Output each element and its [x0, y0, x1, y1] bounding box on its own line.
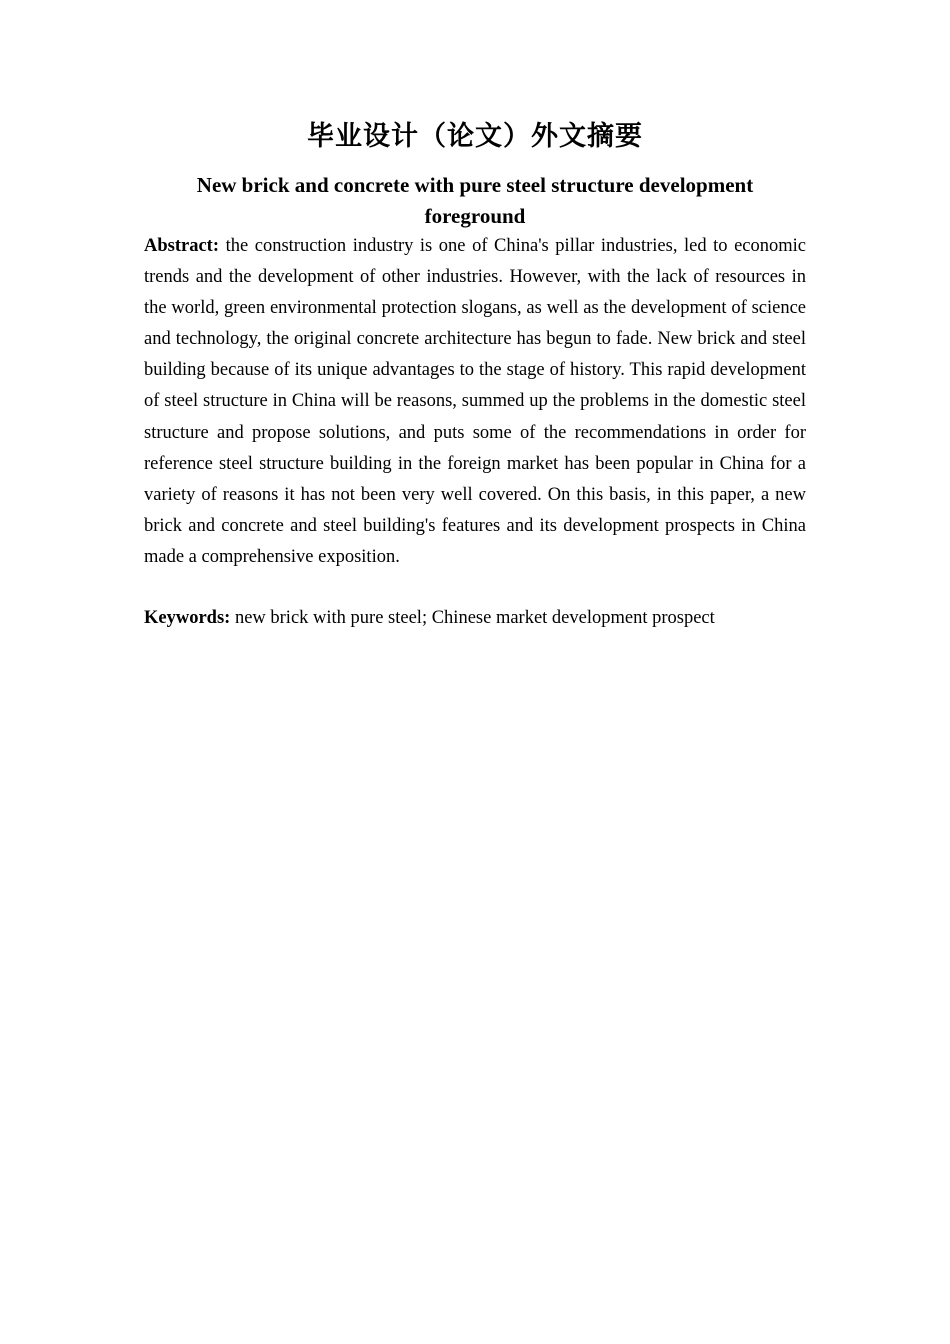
keywords-label: Keywords: [144, 608, 231, 628]
abstract-label: Abstract: [144, 236, 220, 256]
abstract-paragraph [144, 231, 806, 573]
keywords-paragraph [144, 603, 806, 634]
keywords-text: new brick with pure steel; Chinese market development prospect [234, 608, 715, 628]
abstract-text: the construction industry is one of China's pillar industries, led to economic trends and the development of other industries. However, with the lack of resources in the world, green environmental protection slogans, as well as the development of science and technology, the original concrete architecture has begun to fade. New brick and steel building because of its unique advantages to the stage of history. This rapid development of steel structure in China will be reasons, summed up the problems in the domestic steel structure and propose solutions, and puts some of the recommendations in order for reference steel structure building in the foreign market has been popular in China for a variety of reasons it has not been very well covered. On this basis, in this paper, a new brick and concrete and steel building's features and its development prospects in China made a comprehensive exposition. [144, 236, 807, 567]
english-title: New brick and concrete with pure steel structure development foreground [196, 173, 754, 228]
chinese-title: 毕业设计（论文）外文摘要 [307, 121, 643, 152]
